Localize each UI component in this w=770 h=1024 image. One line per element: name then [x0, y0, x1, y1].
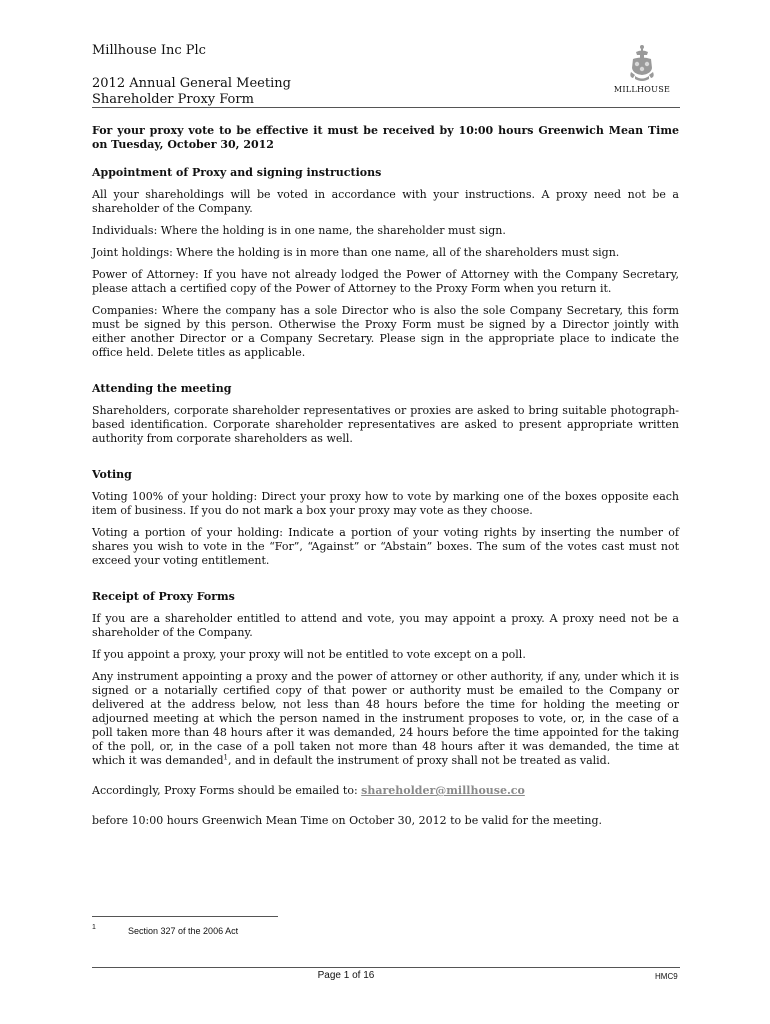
document-code: HMC9 [655, 972, 678, 981]
email-link[interactable]: shareholder@millhouse.co [361, 784, 525, 797]
form-body [92, 124, 679, 836]
appointment-paragraph: Individuals: Where the holding is in one name, the shareholder must sign. [92, 224, 506, 237]
receipt-paragraph: If you are a shareholder entitled to attend and vote, you may appoint a proxy. A proxy need not be a shareholder of the Company. [92, 612, 679, 639]
appointment-heading: Appointment of Proxy and signing instructions [92, 166, 382, 179]
form-title: Shareholder Proxy Form [92, 92, 254, 107]
appointment-paragraph: Joint holdings: Where the holding is in more than one name, all of the shareholders must sign. [92, 246, 620, 259]
email-instruction [92, 784, 679, 798]
receipt-paragraph: If you appoint a proxy, your proxy will not be entitled to vote except on a poll. [92, 648, 526, 661]
company-logo [612, 44, 672, 94]
attending-paragraph: Shareholders, corporate shareholder representatives or proxies are asked to bring suitable photograph-based identification. Corporate shareholder representatives are asked to present appropriate written authority from corporate shareholders as well. [92, 404, 679, 445]
crest-icon [627, 44, 657, 84]
logo-wordmark: MILLHOUSE [613, 85, 671, 94]
receipt-heading: Receipt of Proxy Forms [92, 590, 235, 603]
voting-paragraph: Voting 100% of your holding: Direct your proxy how to vote by marking one of the boxes opposite each item of business. If you do not mark a box your proxy may vote as they choose. [92, 490, 679, 517]
company-name: Millhouse Inc Plc [92, 43, 206, 58]
deadline-notice: For your proxy vote to be effective it must be received by 10:00 hours Greenwich Mean Time on Tuesday, October 30, 2012 [92, 124, 679, 151]
page-number: Page 1 of 16 [317, 970, 375, 981]
appointment-paragraph: Companies: Where the company has a sole Director who is also the sole Company Secretary, this form must be signed by this person. Otherwise the Proxy Form must be signed by a Director jointly with either another Director or a Company Secretary. Please sign in the appropriate place to indicate the office held. Delete titles as applicable. [92, 304, 679, 359]
footnote-text: Section 327 of the 2006 Act [128, 926, 239, 936]
footnote-reference: 1 [223, 753, 228, 762]
header-divider [92, 107, 680, 108]
meeting-title: 2012 Annual General Meeting [92, 76, 291, 91]
deadline-statement: before 10:00 hours Greenwich Mean Time on October 30, 2012 to be valid for the meeting. [92, 814, 603, 827]
appointment-paragraph: All your shareholdings will be voted in accordance with your instructions. A proxy need not be a shareholder of the Company. [92, 188, 679, 215]
footnote-divider [92, 916, 278, 917]
instrument-paragraph [92, 670, 679, 768]
voting-paragraph: Voting a portion of your holding: Indicate a portion of your voting rights by inserting the number of shares you wish to vote in the “For”, “Against” or “Abstain” boxes. The sum of the votes cast must not exceed your voting entitlement. [92, 526, 679, 567]
voting-heading: Voting [92, 468, 132, 481]
email-prefix: Accordingly, Proxy Forms should be emailed to: [92, 784, 362, 797]
instrument-tail: , and in default the instrument of proxy shall not be treated as valid. [228, 754, 611, 767]
attending-heading: Attending the meeting [92, 382, 232, 395]
footnote-marker: 1 [92, 924, 96, 931]
appointment-paragraph: Power of Attorney: If you have not already lodged the Power of Attorney with the Company Secretary, please attach a certified copy of the Power of Attorney to the Proxy Form when you return it. [92, 268, 679, 295]
instrument-text: Any instrument appointing a proxy and the power of attorney or other authority, if any, under which it is signed or a notarially certified copy of that power or authority must be emailed to the Company or delivered at the address below, not less than 48 hours before the time for holding the meeting or adjourned meeting at which the person named in the instrument proposes to vote, or, in the case of a poll taken more than 48 hours after it was demanded, 24 hours before the time appointed for the taking of the poll, or, in the case of a poll taken not more than 48 hours after it was demanded, the time at which it was demanded [92, 670, 679, 767]
footer-divider [92, 967, 680, 968]
